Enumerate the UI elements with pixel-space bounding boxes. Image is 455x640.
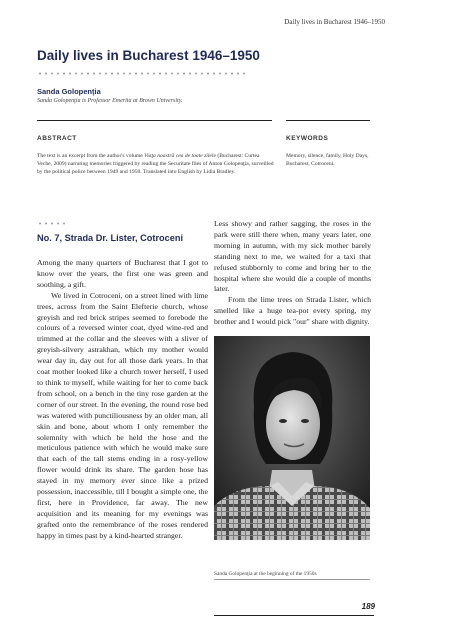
portrait-illustration [214, 336, 370, 540]
abstract-text-end: (Bucharest: Curtea Veche, 2009) narrating memories triggered by reading the Securitate files of Anton Golopenţia, surveilled by the political police between 1949 and 1950. Translated into English by Lidia Bradley. [37, 153, 274, 176]
paragraph: Less showy and rather sagging, the roses in the park were still there when, many years later, one morning in autumn, with my sick mother barely standing next to me, we waited for a taxi that refused stubbornly to come and bring her to the hospital where she would die a couple of months later. [214, 219, 371, 294]
author-name: Sanda Golopenţia [37, 87, 101, 96]
title-dot-divider [37, 72, 247, 75]
page-number: 189 [361, 602, 375, 611]
footer-rule [214, 615, 374, 616]
abstract-heading: ABSTRACT [37, 135, 77, 142]
body-column-left [37, 258, 208, 542]
article-title: Daily lives in Bucharest 1946–1950 [37, 48, 260, 63]
paragraph: Among the many quarters of Bucharest that I got to know over the years, the first one was green and soothing, a gift. [37, 258, 208, 289]
abstract-text-start: The text is an excerpt from the author's volume [37, 153, 145, 159]
paragraph: We lived in Cotroceni, on a street lined with lime trees, across from the Saint Elefterie church, whose greyish and red brick stripes seemed to forebode the colours of a reversed winter coat, dyed wine-red and trimmed at the collar and the sleeves with a sliver of greyish-silvery astrakhan, which my mother would wear day in, day out for all those dark years. In that coat mother looked like a church tower herself, I used to think to myself, while waiting for her to come back from school, on a bench in the tiny rose garden at the corner of our street. In the evening, the round rose bed was watered with punctiliousness by an older man, all skin and bone, about whom I only remember the solemnity with which he held the hose and the meticulous patience with which he would make sure that each of the tall stems ending in a rosy-yellow flower would drink its share. The garden hose has stayed in my memory ever since like a prized possession, inaccessible, till I bought a simple one, the first, here in Providence, far away. The new acquisition and its meaning for my evenings was grafted onto the remembrance of the roses rendered happy in times past by a kind-hearted stranger. [37, 290, 208, 540]
keywords-rule [286, 120, 370, 121]
caption-divider [214, 579, 370, 580]
keywords-text: Memory, silence, family, Holy Days, Bucharest, Cotroceni. [286, 153, 369, 168]
keywords-heading: KEYWORDS [286, 135, 329, 142]
author-affiliation: Sanda Golopenţia is Professor Emerita at Brown University. [37, 98, 183, 104]
abstract-rule [37, 120, 272, 121]
section-title: No. 7, Strada Dr. Lister, Cotroceni [37, 233, 184, 243]
book-title: Viaţa noastră cea de toate zilele [144, 153, 216, 159]
body-column-right [214, 219, 371, 328]
running-head: Daily lives in Bucharest 1946–1950 [284, 18, 385, 26]
portrait-photo [214, 336, 370, 540]
section-dot-divider [37, 222, 65, 225]
photo-caption: Sanda Golopenţia at the beginning of the 1950s [214, 571, 317, 577]
paragraph: From the lime trees on Strada Lister, which smelled like a huge tea-pot every spring, my brother and I would pick "our" share with dignity. [214, 295, 371, 327]
abstract-text [37, 152, 275, 177]
